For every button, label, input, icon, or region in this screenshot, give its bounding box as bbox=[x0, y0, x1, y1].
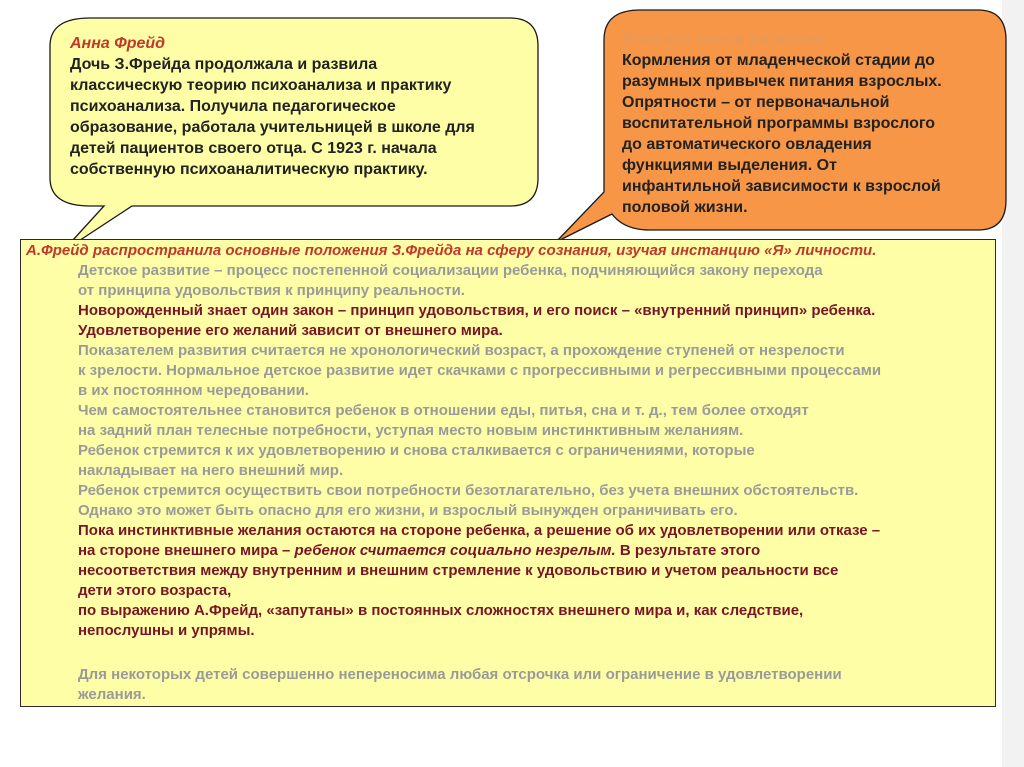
bubble-right-line: инфантильной зависимости к взрослой bbox=[622, 178, 941, 195]
bubble-left-line: психоанализа. Получила педагогическое bbox=[70, 98, 396, 115]
text-segment: на стороне внешнего мира – bbox=[78, 542, 295, 559]
bubble-right-line: разумных привычек питания взрослых. bbox=[622, 73, 942, 90]
paragraph-line: на задний план телесные потребности, уступая место новым инстинктивным желаниям. bbox=[78, 422, 744, 439]
paragraph-line: в их постоянном чередовании. bbox=[78, 382, 309, 399]
paragraph-line: Удовлетворение его желаний зависит от внешнего мира. bbox=[78, 322, 503, 339]
paragraph-line: Чем самостоятельнее становится ребенок в отношении еды, питья, сна и т. д., тем более отходят bbox=[78, 402, 809, 419]
lead-sentence: А.Фрейд распространила основные положения З.Фрейда на сферу сознания, изучая инстанцию «Я» личности. bbox=[26, 242, 877, 259]
paragraph-line: желания. bbox=[78, 686, 146, 703]
bubble-right-line: воспитательной программы взрослого bbox=[622, 115, 936, 132]
main-text-box bbox=[20, 239, 996, 707]
paragraph-line: Пока инстинктивные желания остаются на стороне ребенка, а решение об их удовлетворении или отказе – bbox=[78, 522, 881, 539]
bubble-right-line: до автоматического овладения bbox=[622, 136, 872, 153]
bubble-right-line: Опрятности – от первоначальной bbox=[622, 94, 890, 111]
paragraph-line: Однако это может быть опасно для его жизни, и взрослый вынужден ограничивать его. bbox=[78, 502, 738, 519]
paragraph-line: Показателем развития считается не хронологический возраст, а прохождение ступеней от незрелости bbox=[78, 342, 845, 359]
paragraph-line: от принципа удовольствия к принципу реальности. bbox=[78, 282, 465, 299]
paragraph-line: по выражению А.Фрейд, «запутаны» в постоянных сложностях внешнего мира и, как следствие, bbox=[78, 602, 804, 619]
paragraph-line: несоответствия между внутренним и внешним стремление к удовольствию и учетом реальности все bbox=[78, 562, 839, 579]
bubble-left-line: детей пациентов своего отца. С 1923 г. начала bbox=[70, 140, 437, 157]
bubble-left-line: собственную психоаналитическую практику. bbox=[70, 161, 428, 178]
emphasis-text: ребенок считается социально незрелым. bbox=[294, 542, 616, 559]
text-segment: В результате этого bbox=[615, 542, 761, 559]
bubble-right-line: функциями выделения. От bbox=[622, 157, 837, 174]
paragraph-line: к зрелости. Нормальное детское развитие идет скачками с прогрессивными и регрессивными процессами bbox=[78, 362, 882, 379]
bubble-left-title: Анна Фрейд bbox=[70, 35, 166, 52]
paragraph-line: Детское развитие – процесс постепенной социализации ребенка, подчиняющийся закону перехода bbox=[78, 262, 823, 279]
bubble-right-title: Описала линии развития: bbox=[622, 31, 829, 48]
bubble-left-text bbox=[70, 33, 530, 180]
bubble-right-text bbox=[622, 29, 992, 218]
paragraph-line: Новорожденный знает один закон – принцип удовольствия, и его поиск – «внутренний принцип» ребенка. bbox=[78, 302, 876, 319]
paragraph-line: дети этого возраста, bbox=[78, 582, 232, 599]
bubble-left-line: Дочь З.Фрейда продолжала и развила bbox=[70, 56, 378, 73]
paragraph-line: накладывает на него внешний мир. bbox=[78, 462, 344, 479]
paragraph-line-mixed bbox=[78, 541, 760, 561]
bubble-left-line: классическую теорию психоанализа и практику bbox=[70, 77, 452, 94]
paragraph-line: Для некоторых детей совершенно непереносима любая отсрочка или ограничение в удовлетворении bbox=[78, 666, 842, 683]
bubble-left-line: образование, работала учительницей в школе для bbox=[70, 119, 475, 136]
paragraph-line: Ребенок стремится осуществить свои потребности безотлагательно, без учета внешних обстоятельств. bbox=[78, 482, 859, 499]
bubble-right-line: Кормления от младенческой стадии до bbox=[622, 52, 935, 69]
paragraph-line: непослушны и упрямы. bbox=[78, 622, 255, 639]
bubble-right-line: половой жизни. bbox=[622, 199, 748, 216]
paragraph-line: Ребенок стремится к их удовлетворению и снова сталкивается с ограничениями, которые bbox=[78, 442, 755, 459]
